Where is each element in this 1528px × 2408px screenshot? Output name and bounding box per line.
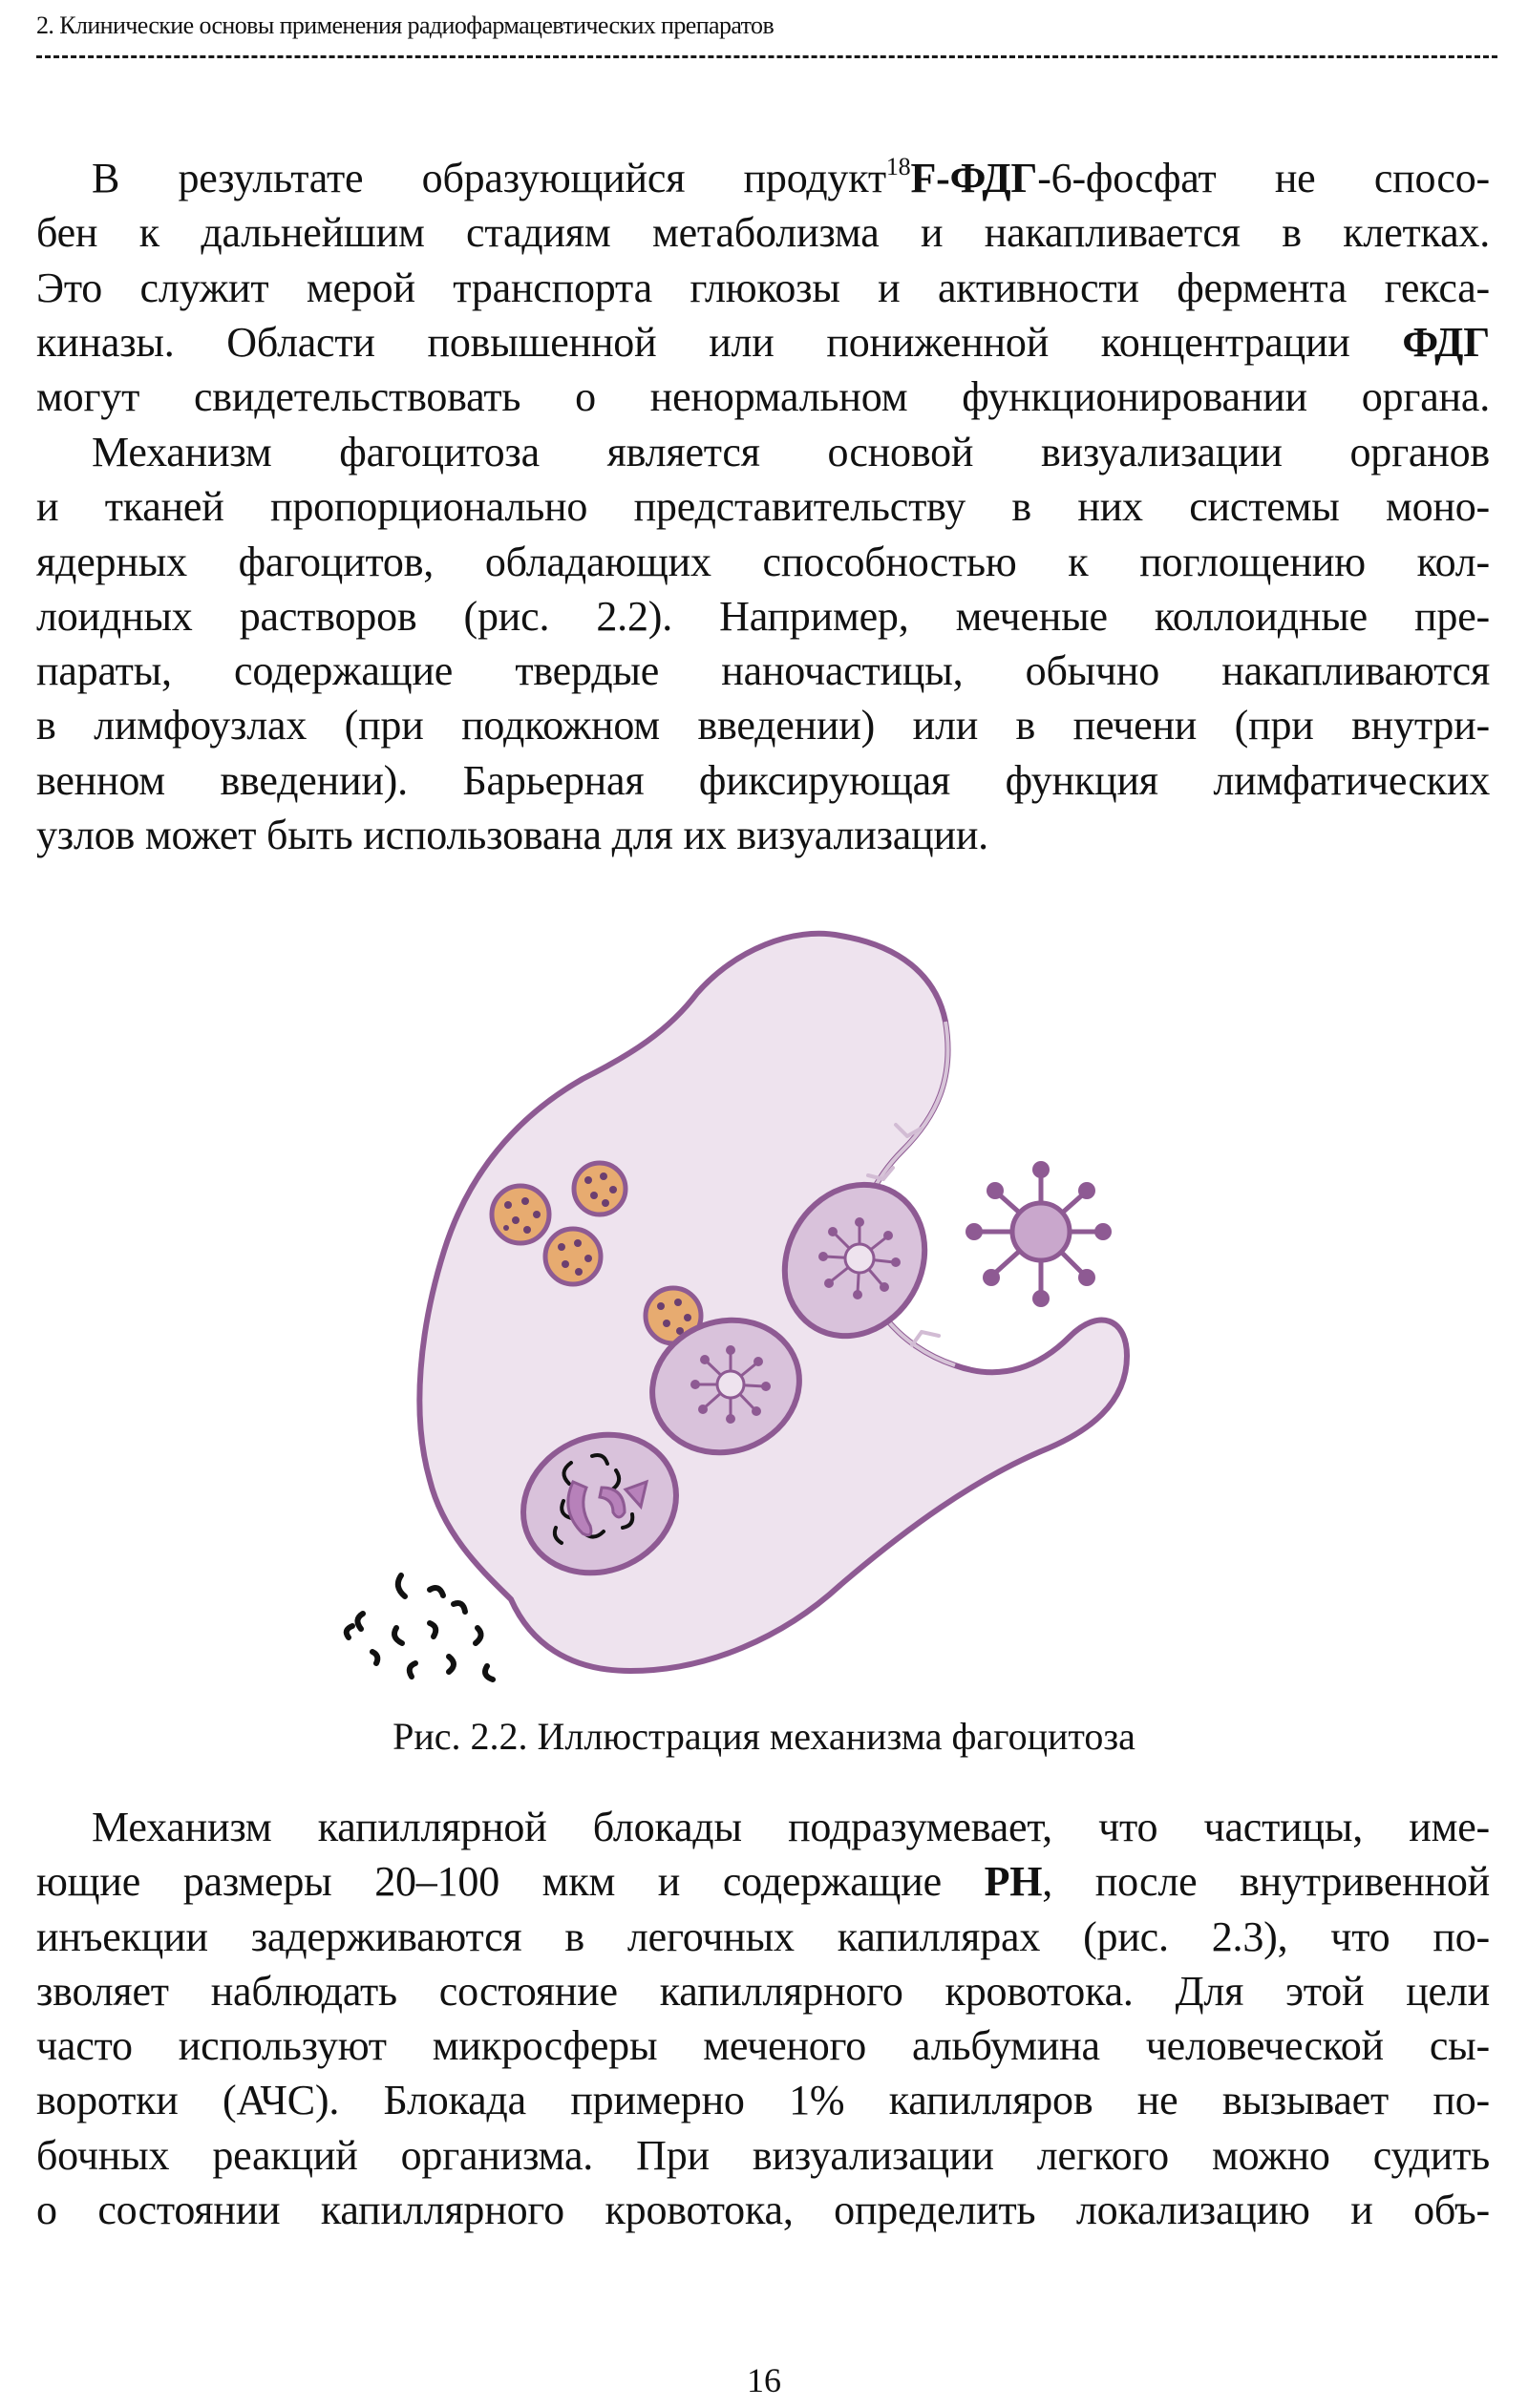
paragraph-line: венном введении). Барьерная фиксирующая функция лимфатических [36, 756, 1490, 804]
header-dashed-rule [36, 55, 1497, 58]
macrophage-cell [419, 934, 1127, 1671]
running-header: 2. Клинические основы применения радиофармацевтических препаратов [36, 11, 775, 39]
paragraph-line: зволяет наблюдать состояние капиллярного кровотока. Для этой цели [36, 1967, 1490, 2015]
paragraph-line: ющие размеры 20–100 мкм и содержащие РН, после внутривенной [36, 1858, 1491, 1906]
paragraph-line: часто используют микросферы меченого альбумина человеческой сы- [36, 2022, 1490, 2070]
paragraph-line: о состоянии капиллярного кровотока, определить локализацию и объ- [36, 2186, 1490, 2234]
paragraph-line: Механизм фагоцитоза является основой визуализации органов [92, 429, 1490, 475]
paragraph-line: лоидных растворов (рис. 2.2). Например, меченые коллоидные пре- [36, 592, 1490, 640]
paragraph-line: в лимфоузлах (при подкожном введении) или в печени (при внутри- [36, 702, 1490, 750]
paragraph-line: инъекции задерживаются в легочных капиллярах (рис. 2.3), что по- [36, 1912, 1490, 1960]
paragraph-line: могут свидетельствовать о ненормальном функционировании органа. [36, 373, 1490, 421]
paragraph-line: бочных реакций организма. При визуализации легкого можно судить [36, 2131, 1490, 2179]
colloid-particle [574, 1163, 626, 1215]
phagocytosis-illustration [286, 917, 1242, 1690]
paragraph-line: бен к дальнейшим стадиям метаболизма и накапливается в клетках. [36, 209, 1490, 257]
paragraph-line: ядерных фагоцитов, обладающих способностью к поглощению кол- [36, 538, 1490, 585]
paragraph-line: В результате образующийся продукт$^{18}$F-ФДГ-6-фосфат не спосо- [92, 153, 1490, 201]
paragraph-line: воротки (АЧС). Блокада примерно 1% капилляров не вызывает по- [36, 2077, 1490, 2124]
paragraph-line: Механизм капиллярной блокады подразумевает, что частицы, име- [92, 1804, 1490, 1850]
bacteria-fragments [347, 1575, 493, 1679]
paragraph-line: и тканей пропорционально представительству в них системы моно- [36, 483, 1490, 531]
paragraph-fdg [36, 151, 1490, 424]
virus-particle-outside [966, 1161, 1112, 1307]
paragraph-capillary-block [36, 1800, 1490, 2237]
colloid-particle [492, 1186, 549, 1243]
page-number: 16 [747, 2361, 781, 2399]
phagocytosis-drawing [286, 917, 1242, 1690]
paragraph-line: киназы. Области повышенной или пониженной концентрации ФДГ [36, 318, 1490, 366]
paragraph-line: Это служит мерой транспорта глюкозы и активности фермента гекса- [36, 264, 1490, 311]
paragraph-line: узлов может быть использована для их визуализации. [36, 812, 988, 859]
figure-caption: Рис. 2.2. Иллюстрация механизма фагоцитоза [393, 1715, 1135, 1758]
paragraph-phagocytosis [36, 425, 1490, 862]
colloid-particle [545, 1229, 601, 1284]
paragraph-line: параты, содержащие твердые наночастицы, обычно накапливаются [36, 647, 1490, 695]
